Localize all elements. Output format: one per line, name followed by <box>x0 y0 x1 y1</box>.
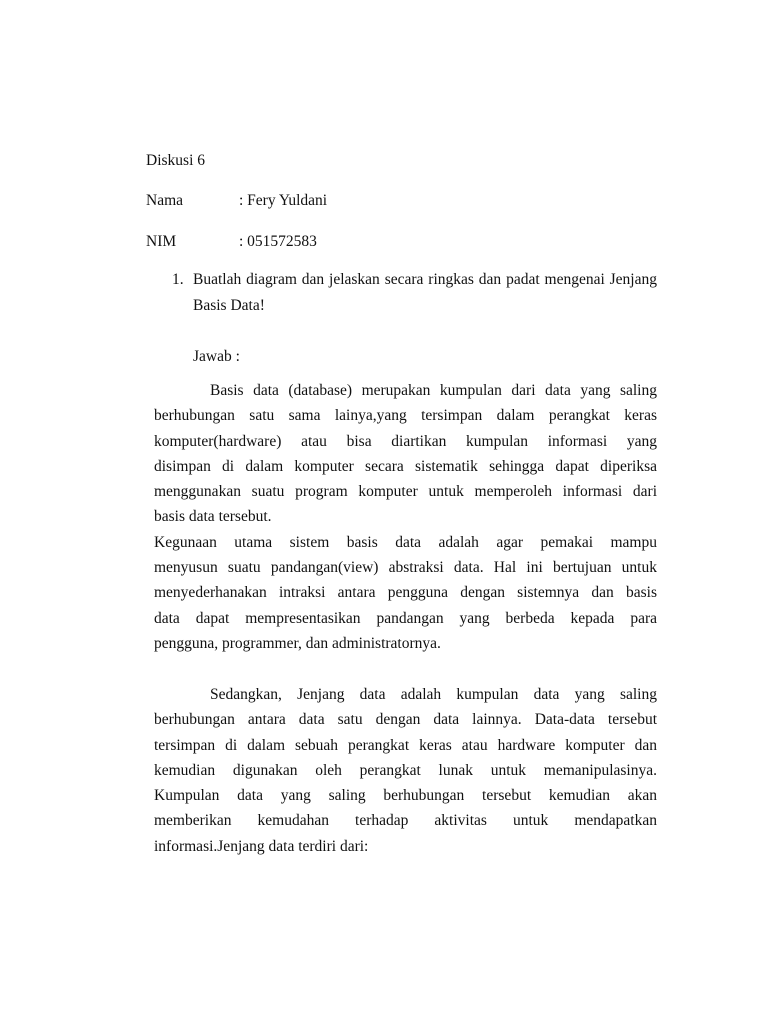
paragraph-line: informasi.Jenjang data terdiri dari: <box>154 837 369 855</box>
paragraph-line: berhubungan satu sama lainya,yang tersimpan dalam perangkat keras <box>154 407 657 425</box>
paragraph-line: berhubungan antara data satu dengan data lainnya. Data-data tersebut <box>154 711 657 729</box>
paragraph-line: Kumpulan data yang saling berhubungan tersebut kemudian akan <box>154 787 657 805</box>
paragraph-jenjang-data <box>154 682 657 859</box>
document-title: Diskusi 6 <box>146 152 205 169</box>
paragraph-line: pengguna, programmer, dan administratornya. <box>154 634 441 652</box>
paragraph-line: data dapat mempresentasikan pandangan yang berbeda kepada para <box>154 609 657 627</box>
name-value: : Fery Yuldani <box>239 192 328 209</box>
question-line-2: Basis Data! <box>193 297 265 314</box>
answer-label: Jawab : <box>193 348 240 365</box>
paragraph-line: menggunakan suatu program komputer untuk memperoleh informasi dari <box>154 483 657 501</box>
paragraph-line: memberikan kemudahan terhadap aktivitas untuk mendapatkan <box>154 812 657 830</box>
nim-label: NIM <box>146 233 177 250</box>
paragraph-line: menyederhanakan intraksi antara pengguna dengan sistemnya dan basis <box>154 584 657 602</box>
paragraph-line: tersimpan di dalam sebuah perangkat keras atau hardware komputer dan <box>154 736 657 754</box>
paragraph-line: disimpan di dalam komputer secara sistematik sehingga dapat diperiksa <box>154 457 657 475</box>
question-line-1: Buatlah diagram dan jelaskan secara ringkas dan padat mengenai Jenjang <box>193 271 657 288</box>
nim-value: : 051572583 <box>239 233 317 250</box>
paragraph-line: basis data tersebut. <box>154 508 272 526</box>
paragraph-line: Basis data (database) merupakan kumpulan dari data yang saling <box>210 382 657 399</box>
paragraph-line: kemudian digunakan oleh perangkat lunak untuk memanipulasinya. <box>154 761 657 779</box>
question-number: 1. <box>172 271 184 288</box>
paragraph-line: Sedangkan, Jenjang data adalah kumpulan data yang saling <box>210 686 657 703</box>
paragraph-line: komputer(hardware) atau bisa diartikan kumpulan informasi yang <box>154 432 657 450</box>
name-label: Nama <box>146 192 184 209</box>
paragraph-line: menyusun suatu pandangan(view) abstraksi data. Hal ini bertujuan untuk <box>154 559 657 577</box>
paragraph-line: Kegunaan utama sistem basis data adalah agar pemakai mampu <box>154 533 657 551</box>
paragraph-basis-data <box>154 378 657 656</box>
